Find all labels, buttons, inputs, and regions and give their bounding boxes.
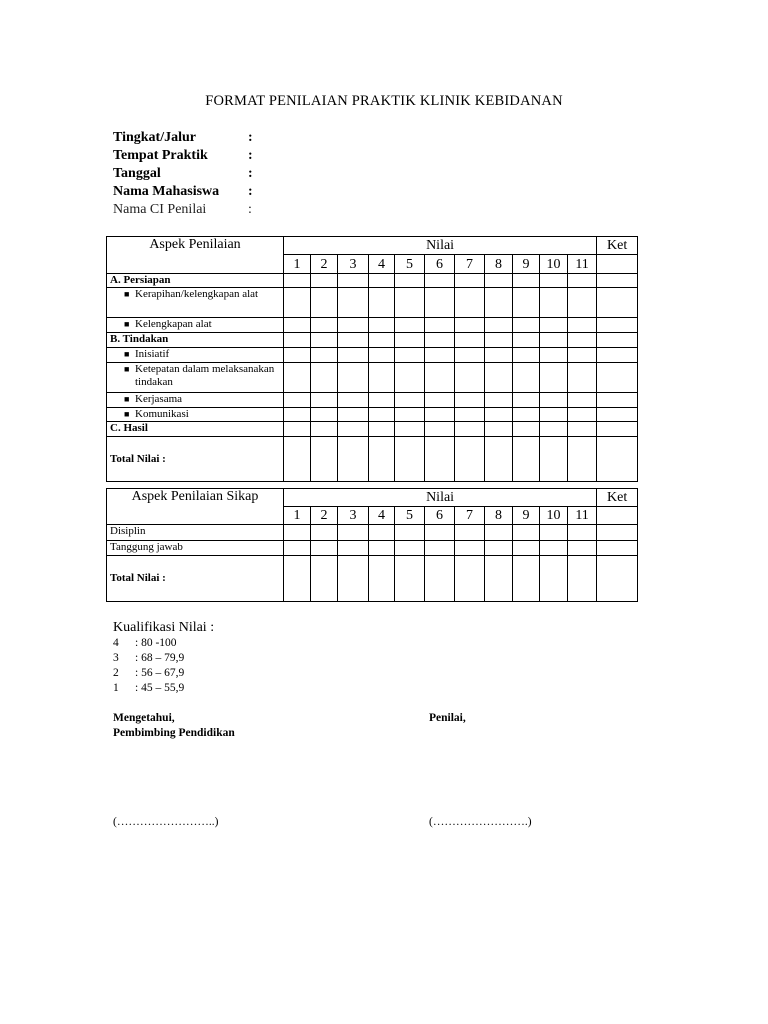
score-cell (540, 333, 568, 348)
score-cell (369, 348, 395, 363)
score-cell (425, 274, 455, 288)
score-column-number: 2 (311, 507, 338, 525)
bullet-icon: ■ (124, 289, 130, 299)
score-cell (597, 408, 638, 422)
score-cell (540, 288, 568, 318)
table-row (107, 525, 638, 541)
score-cell (338, 393, 369, 408)
score-cell (395, 288, 425, 318)
score-cell (485, 333, 513, 348)
score-cell (395, 318, 425, 333)
score-cell (338, 333, 369, 348)
kualifikasi-title: Kualifikasi Nilai : (113, 620, 215, 635)
score-cell (284, 288, 311, 318)
score-cell (425, 541, 455, 556)
score-cell (455, 318, 485, 333)
score-cell (568, 348, 597, 363)
score-cell (597, 274, 638, 288)
score-column-number: 3 (338, 255, 369, 274)
score-cell (425, 318, 455, 333)
score-cell (513, 437, 540, 482)
score-cell (338, 437, 369, 482)
score-cell (284, 393, 311, 408)
section-persiapan: A. Persiapan (107, 274, 284, 288)
score-cell (455, 556, 485, 602)
score-column-number: 8 (485, 255, 513, 274)
score-cell (395, 556, 425, 602)
score-cell (540, 422, 568, 437)
table-row (107, 288, 638, 318)
score-cell (311, 333, 338, 348)
score-column-number: 4 (369, 255, 395, 274)
score-cell (311, 556, 338, 602)
signature-left (113, 711, 235, 741)
score-cell (513, 274, 540, 288)
signature-line-right: (…………………….) (429, 816, 532, 828)
score-cell (311, 541, 338, 556)
score-cell (369, 288, 395, 318)
score-cell (568, 556, 597, 602)
score-column-number: 9 (513, 507, 540, 525)
pembimbing-label: Pembimbing Pendidikan (113, 727, 235, 739)
kualifikasi-item: 4 : 80 -100 (113, 637, 177, 649)
score-cell (485, 422, 513, 437)
mengetahui-label: Mengetahui, (113, 712, 175, 724)
score-cell (425, 437, 455, 482)
score-cell (455, 541, 485, 556)
score-column-number: 4 (369, 507, 395, 525)
score-cell (425, 556, 455, 602)
nilai-header: Nilai (284, 489, 597, 507)
aspect-header: Aspek Penilaian (107, 237, 284, 274)
score-cell (284, 348, 311, 363)
score-cell (338, 525, 369, 541)
info-colon: : (248, 202, 252, 217)
score-column-number: 1 (284, 255, 311, 274)
info-label: Nama Mahasiswa (113, 184, 220, 199)
penilai-label: Penilai, (429, 712, 466, 724)
score-cell (425, 525, 455, 541)
score-cell (513, 525, 540, 541)
score-cell (597, 556, 638, 602)
total-nilai-label: Total Nilai : (107, 437, 284, 482)
score-cell (485, 541, 513, 556)
table-row (107, 556, 638, 602)
score-cell (485, 393, 513, 408)
score-cell (284, 525, 311, 541)
score-cell (513, 318, 540, 333)
score-cell (369, 274, 395, 288)
bullet-icon: ■ (124, 409, 130, 419)
table-row (107, 333, 638, 348)
score-cell (485, 318, 513, 333)
info-colon: : (248, 130, 253, 145)
score-cell (485, 363, 513, 393)
score-cell (338, 288, 369, 318)
score-cell (485, 274, 513, 288)
score-cell (425, 422, 455, 437)
score-column-number: 5 (395, 507, 425, 525)
score-cell (395, 422, 425, 437)
score-cell (311, 348, 338, 363)
aspect-sikap-header: Aspek Penilaian Sikap (107, 489, 284, 525)
table-row (107, 422, 638, 437)
score-cell (455, 408, 485, 422)
score-cell (540, 348, 568, 363)
table-row (107, 541, 638, 556)
table-row (107, 318, 638, 333)
score-cell (568, 363, 597, 393)
score-cell (395, 363, 425, 393)
score-cell (284, 541, 311, 556)
score-cell (540, 556, 568, 602)
score-cell (311, 437, 338, 482)
score-cell (311, 408, 338, 422)
nilai-header: Nilai (284, 237, 597, 255)
signature-line-left: (……………………..) (113, 816, 219, 828)
info-label: Tempat Praktik (113, 148, 208, 163)
score-cell (568, 288, 597, 318)
score-column-number: 7 (455, 507, 485, 525)
score-cell (597, 393, 638, 408)
score-cell (284, 318, 311, 333)
score-cell (311, 288, 338, 318)
score-cell (597, 541, 638, 556)
score-cell (513, 541, 540, 556)
score-cell (455, 288, 485, 318)
score-column-number: 2 (311, 255, 338, 274)
score-cell (540, 274, 568, 288)
bullet-icon: ■ (124, 394, 130, 404)
score-cell (597, 348, 638, 363)
score-cell (597, 363, 638, 393)
bullet-icon: ■ (124, 349, 130, 359)
score-cell (369, 541, 395, 556)
score-cell (284, 274, 311, 288)
criteria-item: ■ Kerapihan/kelengkapan alat (107, 288, 284, 318)
score-cell (425, 363, 455, 393)
bullet-icon: ■ (124, 319, 130, 329)
score-cell (568, 333, 597, 348)
score-column-number: 10 (540, 255, 568, 274)
score-cell (284, 333, 311, 348)
signature-right (429, 711, 466, 726)
score-cell (455, 422, 485, 437)
score-cell (395, 274, 425, 288)
score-column-number: 8 (485, 507, 513, 525)
section-hasil: C. Hasil (107, 422, 284, 437)
table-row (107, 348, 638, 363)
score-cell (540, 541, 568, 556)
criteria-item: ■ Inisiatif (107, 348, 284, 363)
score-cell (395, 525, 425, 541)
score-cell (540, 393, 568, 408)
score-cell (284, 363, 311, 393)
score-cell (311, 422, 338, 437)
ket-header: Ket (597, 237, 638, 255)
table-row (107, 408, 638, 422)
score-column-number: 11 (568, 255, 597, 274)
score-column-number: 6 (425, 255, 455, 274)
score-cell (540, 318, 568, 333)
score-column-number: 1 (284, 507, 311, 525)
score-cell (540, 408, 568, 422)
score-column-number: 11 (568, 507, 597, 525)
document-title: FORMAT PENILAIAN PRAKTIK KLINIK KEBIDANAN (205, 93, 563, 109)
table-row (107, 437, 638, 482)
score-cell (311, 318, 338, 333)
sikap-item-tanggung-jawab: Tanggung jawab (107, 541, 284, 556)
sikap-item-disiplin: Disiplin (107, 525, 284, 541)
score-cell (485, 556, 513, 602)
score-cell (425, 348, 455, 363)
score-cell (513, 363, 540, 393)
score-cell (338, 408, 369, 422)
assessment-table (106, 236, 638, 482)
table-row (107, 393, 638, 408)
section-tindakan: B. Tindakan (107, 333, 284, 348)
score-cell (395, 333, 425, 348)
score-cell (597, 422, 638, 437)
bullet-icon: ■ (124, 364, 130, 374)
score-cell (455, 363, 485, 393)
score-column-number: 10 (540, 507, 568, 525)
score-cell (540, 363, 568, 393)
criteria-item: ■ Kelengkapan alat (107, 318, 284, 333)
info-colon: : (248, 148, 253, 163)
criteria-item: ■ Ketepatan dalam melaksanakan tindakan (107, 363, 284, 393)
attitude-table (106, 488, 638, 602)
score-cell (513, 422, 540, 437)
score-cell (369, 422, 395, 437)
score-cell (311, 393, 338, 408)
score-cell (597, 333, 638, 348)
score-cell (540, 437, 568, 482)
score-cell (425, 393, 455, 408)
score-cell (369, 556, 395, 602)
score-cell (369, 525, 395, 541)
score-cell (455, 393, 485, 408)
ket-cell (597, 507, 638, 525)
score-cell (485, 525, 513, 541)
ket-header: Ket (597, 489, 638, 507)
score-cell (568, 437, 597, 482)
score-cell (311, 274, 338, 288)
criteria-item: ■ Kerjasama (107, 393, 284, 408)
score-column-number: 6 (425, 507, 455, 525)
score-cell (338, 556, 369, 602)
score-cell (338, 541, 369, 556)
info-label: Nama CI Penilai (113, 202, 207, 217)
score-cell (568, 318, 597, 333)
score-cell (568, 274, 597, 288)
kualifikasi-nilai (113, 619, 214, 696)
score-cell (485, 348, 513, 363)
score-cell (395, 348, 425, 363)
score-cell (311, 525, 338, 541)
score-cell (425, 288, 455, 318)
score-column-number: 5 (395, 255, 425, 274)
score-cell (513, 408, 540, 422)
table-row (107, 274, 638, 288)
score-column-number: 9 (513, 255, 540, 274)
score-cell (513, 288, 540, 318)
score-cell (485, 408, 513, 422)
ket-cell (597, 255, 638, 274)
kualifikasi-item: 2 : 56 – 67,9 (113, 667, 185, 679)
score-cell (513, 333, 540, 348)
info-label: Tanggal (113, 166, 161, 181)
score-column-number: 7 (455, 255, 485, 274)
score-cell (395, 541, 425, 556)
score-cell (568, 525, 597, 541)
score-cell (311, 363, 338, 393)
score-cell (455, 333, 485, 348)
score-cell (369, 437, 395, 482)
score-cell (338, 363, 369, 393)
score-cell (568, 541, 597, 556)
kualifikasi-item: 3 : 68 – 79,9 (113, 652, 185, 664)
score-cell (338, 348, 369, 363)
score-cell (568, 408, 597, 422)
score-cell (597, 525, 638, 541)
score-cell (568, 393, 597, 408)
total-nilai-label: Total Nilai : (107, 556, 284, 602)
info-colon: : (248, 184, 253, 199)
score-cell (455, 525, 485, 541)
score-cell (568, 422, 597, 437)
score-cell (425, 333, 455, 348)
kualifikasi-item: 1 : 45 – 55,9 (113, 682, 185, 694)
score-cell (369, 363, 395, 393)
score-cell (338, 274, 369, 288)
score-cell (284, 408, 311, 422)
score-cell (513, 348, 540, 363)
score-cell (284, 437, 311, 482)
score-cell (597, 437, 638, 482)
score-cell (369, 333, 395, 348)
score-cell (485, 288, 513, 318)
score-cell (597, 288, 638, 318)
score-column-number: 3 (338, 507, 369, 525)
score-cell (338, 318, 369, 333)
score-cell (369, 393, 395, 408)
score-cell (395, 437, 425, 482)
score-cell (284, 556, 311, 602)
score-cell (284, 422, 311, 437)
score-cell (513, 556, 540, 602)
score-cell (425, 408, 455, 422)
score-cell (369, 318, 395, 333)
score-cell (395, 393, 425, 408)
info-colon: : (248, 166, 253, 181)
table-row (107, 363, 638, 393)
info-label: Tingkat/Jalur (113, 130, 196, 145)
score-cell (597, 318, 638, 333)
score-cell (369, 408, 395, 422)
score-cell (455, 348, 485, 363)
score-cell (395, 408, 425, 422)
criteria-item: ■ Komunikasi (107, 408, 284, 422)
score-cell (513, 393, 540, 408)
score-cell (485, 437, 513, 482)
score-cell (455, 274, 485, 288)
score-cell (455, 437, 485, 482)
score-cell (338, 422, 369, 437)
score-cell (540, 525, 568, 541)
